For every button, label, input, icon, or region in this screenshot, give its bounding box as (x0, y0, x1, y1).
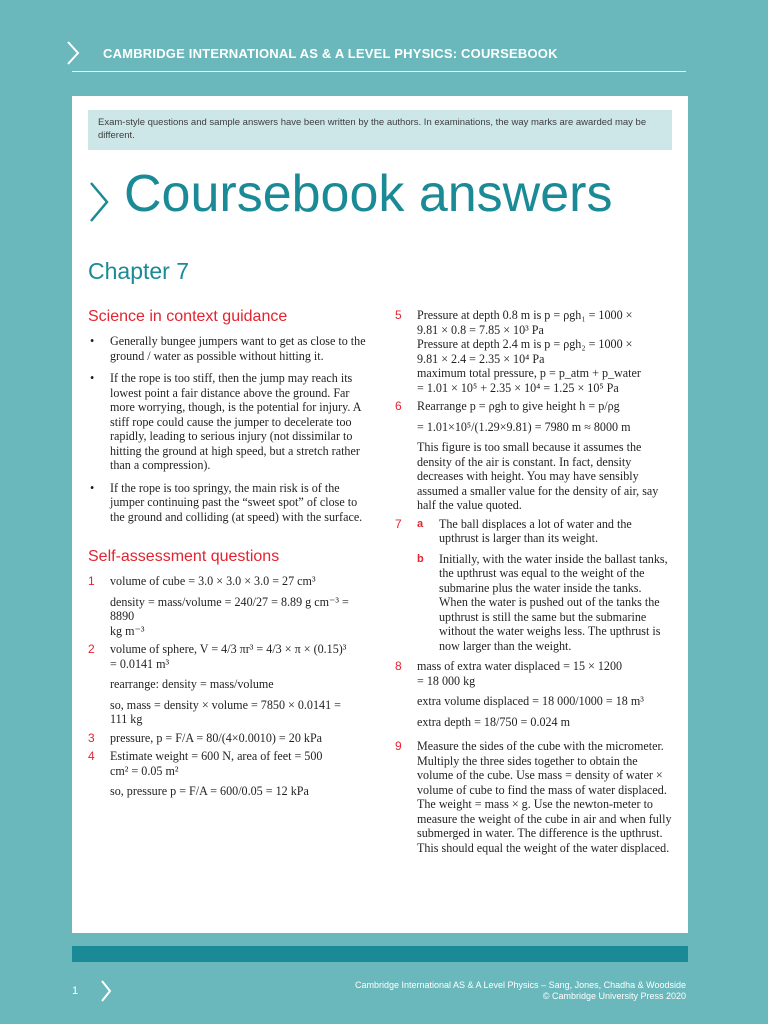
question-4 (88, 749, 368, 799)
context-bullets (88, 334, 368, 524)
question-number: 5 (395, 308, 402, 322)
answer-line: Pressure at depth 2.4 m is p = ρgh₂ = 1000 × (417, 337, 633, 351)
answer-line: = 0.0141 m³ (110, 656, 170, 671)
question-number: 6 (395, 399, 402, 413)
question-3 (88, 731, 368, 746)
question-2 (88, 642, 368, 727)
answer-paragraph: The ball displaces a lot of water and the upthrust is larger than its weight. (439, 516, 632, 545)
answer-line: rearrange: density = mass/volume (110, 677, 274, 691)
sub-question-b (417, 552, 673, 654)
footer-copyright: © Cambridge University Press 2020 (542, 991, 686, 1001)
answer-line: so, pressure p = F/A = 600/0.05 = 12 kPa (110, 784, 309, 798)
list-item: • If the rope is too springy, the main risk is of the jumper continuing past the “sweet spot” of close to the ground and colliding (at speed) with the surface. (88, 481, 368, 525)
answer-line: Pressure at depth 0.8 m is p = ρgh₁ = 1000 × (417, 308, 633, 322)
chevron-right-icon (88, 180, 110, 224)
chevron-right-icon (100, 979, 112, 1003)
page-sheet (72, 96, 688, 933)
question-number: 4 (88, 749, 95, 763)
question-5 (395, 308, 673, 395)
answer-line: mass of extra water displaced = 15 × 1200 (417, 659, 623, 673)
answer-line: = 1.01 × 10⁵ + 2.35 × 10⁴ = 1.25 × 10⁵ Pa (417, 380, 619, 395)
chapter-heading: Chapter 7 (88, 258, 190, 284)
answer-line: so, mass = density × volume = 7850 × 0.0141 = (110, 697, 341, 712)
footer-credits (355, 980, 686, 1002)
sub-question-label: a (417, 517, 424, 530)
answer-paragraph: Measure the sides of the cube with the micrometer. Multiply the three sides together to obtain the volume of the cube. Use mass = density of water × volume of cube to find the mass of water displaced. The weight = mass × g. Use the newton-meter to measure the weight of the cube in air and when fully submerged in water. The difference is the upthrust. This should equal the weight of the water displaced. (417, 739, 672, 855)
section-heading-self-assessment: Self-assessment questions (88, 548, 280, 565)
footer-authors: Cambridge International AS & A Level Physics – Sang, Jones, Chadha & Woodside (354, 980, 686, 990)
question-7 (395, 517, 673, 654)
answer-paragraph: This figure is too small because it assumes the density of the air is constant. In fact, density decreases with height. You may have sensibly assumed a smaller value for the density of air, say half the value quoted. (417, 440, 659, 512)
sub-question-label: b (417, 552, 424, 565)
sub-question-a (417, 517, 673, 546)
answer-line: 9.81 × 0.8 = 7.85 × 10³ Pa (417, 322, 544, 337)
answer-line: pressure, p = F/A = 80/(4×0.0010) = 20 kPa (110, 730, 323, 745)
answer-line: Rearrange p = ρgh to give height h = p/ρg (417, 399, 620, 413)
question-8 (395, 659, 673, 729)
question-1 (88, 574, 368, 638)
answer-paragraph: Initially, with the water inside the ballast tanks, the upthrust was equal to the weight of the submarine plus the water inside the tanks. When the water is pushed out of the tanks the upthrust is still the same but the submarine without the water weighs less. The upthrust is now larger than the weight. (439, 551, 668, 653)
answer-line: kg m⁻³ (110, 623, 145, 638)
answer-line: volume of sphere, V = 4/3 πr³ = 4/3 × π × (0.15)³ (110, 642, 347, 656)
question-number: 7 (395, 516, 402, 531)
answer-line: extra depth = 18/750 = 0.024 m (417, 714, 571, 729)
answer-line: maximum total pressure, p = p_atm + p_water (417, 366, 641, 380)
list-item: • If the rope is too stiff, then the jump may reach its lowest point a fair distance above the ground. Far more worrying, though, is the potential for injury. A stiff rope could cause the jumper to decelerate too rapidly, leading to serious injury (not dissimilar to hitting the ground at high speed, but a stretch rather than a compression). (88, 371, 368, 473)
question-9 (395, 739, 673, 855)
left-column (88, 308, 368, 803)
answer-line: cm² = 0.05 m² (110, 763, 179, 778)
list-item: • Generally bungee jumpers want to get as close to the ground / water as possible without hitting it. (88, 334, 368, 363)
header-divider (72, 71, 686, 72)
answer-line: extra volume displaced = 18 000/1000 = 18 m³ (417, 694, 644, 708)
answer-line: volume of cube = 3.0 × 3.0 × 3.0 = 27 cm³ (110, 574, 316, 588)
section-heading-context: Science in context guidance (88, 308, 288, 325)
book-header-title: CAMBRIDGE INTERNATIONAL AS & A LEVEL PHYSICS: COURSEBOOK (103, 46, 558, 61)
question-number: 1 (88, 574, 95, 588)
answer-line: 111 kg (110, 712, 143, 726)
answer-line: = 18 000 kg (417, 673, 476, 688)
footer-bar (72, 946, 688, 962)
question-number: 3 (88, 730, 95, 745)
answer-line: density = mass/volume = 240/27 = 8.89 g cm⁻³ = 8890 (110, 594, 349, 623)
page-title: Coursebook answers (124, 165, 613, 223)
question-number: 9 (395, 739, 402, 753)
page-number: 1 (72, 985, 79, 997)
answer-line: = 1.01×10⁵/(1.29×9.81) = 7980 m ≈ 8000 m (417, 419, 631, 434)
question-number: 8 (395, 659, 402, 673)
question-number: 2 (88, 642, 95, 656)
exam-notice: Exam-style questions and sample answers have been written by the authors. In examinations, the way marks are awarded may be different. (88, 110, 672, 150)
answer-line: 9.81 × 2.4 = 2.35 × 10⁴ Pa (417, 351, 545, 366)
chevron-right-icon (66, 40, 80, 66)
question-6 (395, 399, 673, 513)
answer-line: Estimate weight = 600 N, area of feet = 500 (110, 749, 323, 763)
right-column (395, 308, 673, 859)
